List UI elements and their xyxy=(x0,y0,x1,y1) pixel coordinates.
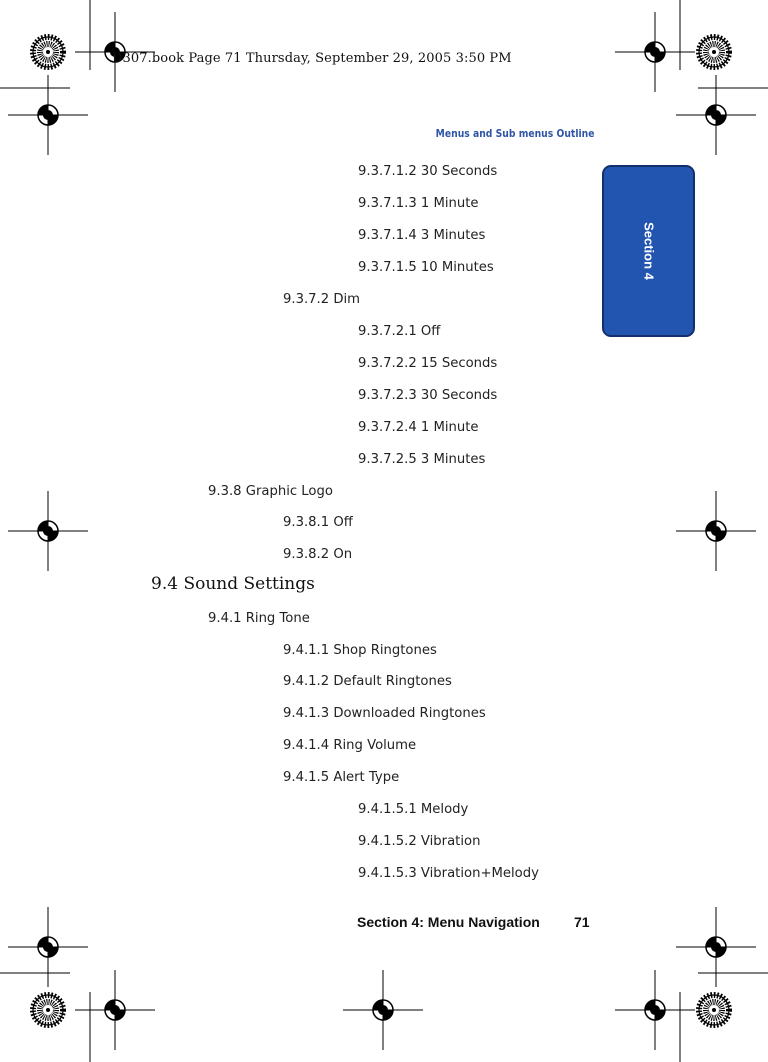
outline-item: 9.3.7.2.1 Off xyxy=(358,324,441,339)
section-heading: 9.4 Sound Settings xyxy=(151,574,315,594)
outline-item: 9.4.1.5.3 Vibration+Melody xyxy=(358,866,539,881)
outline-item: 9.3.7.1.3 1 Minute xyxy=(358,196,479,211)
section-tab xyxy=(602,165,695,337)
outline-item: 9.3.7.2.2 15 Seconds xyxy=(358,356,498,371)
outline-item: 9.3.8.1 Off xyxy=(283,515,353,530)
outline-item: 9.3.7.2.5 3 Minutes xyxy=(358,452,486,467)
outline-item: 9.3.7.2.4 1 Minute xyxy=(358,420,479,435)
outline-item: 9.4.1.3 Downloaded Ringtones xyxy=(283,706,486,721)
outline-item: 9.3.8 Graphic Logo xyxy=(208,484,333,499)
outline-item: 9.3.7.1.5 10 Minutes xyxy=(358,260,494,275)
outline-item: 9.4.1 Ring Tone xyxy=(208,611,310,626)
page-number: 71 xyxy=(574,914,590,930)
section-tab-label: Section 4 xyxy=(641,222,656,280)
print-slug: D307.book Page 71 Thursday, September 29, 2005 3:50 PM xyxy=(112,51,512,66)
outline-item: 9.3.7.2 Dim xyxy=(283,292,360,307)
outline-item: 9.4.1.5.2 Vibration xyxy=(358,834,481,849)
outline-item: 9.4.1.1 Shop Ringtones xyxy=(283,643,437,658)
outline-item: 9.4.1.2 Default Ringtones xyxy=(283,674,452,689)
outline-item: 9.3.8.2 On xyxy=(283,547,353,562)
outline-item: 9.4.1.5.1 Melody xyxy=(358,802,469,817)
outline-item: 9.3.7.1.2 30 Seconds xyxy=(358,164,498,179)
outline-item: 9.3.7.2.3 30 Seconds xyxy=(358,388,498,403)
outline-item: 9.3.7.1.4 3 Minutes xyxy=(358,228,486,243)
outline-item: 9.4.1.4 Ring Volume xyxy=(283,738,417,753)
running-header: Menus and Sub menus Outline xyxy=(435,128,594,140)
footer-section-title: Section 4: Menu Navigation xyxy=(357,914,540,930)
outline-item: 9.4.1.5 Alert Type xyxy=(283,770,400,785)
